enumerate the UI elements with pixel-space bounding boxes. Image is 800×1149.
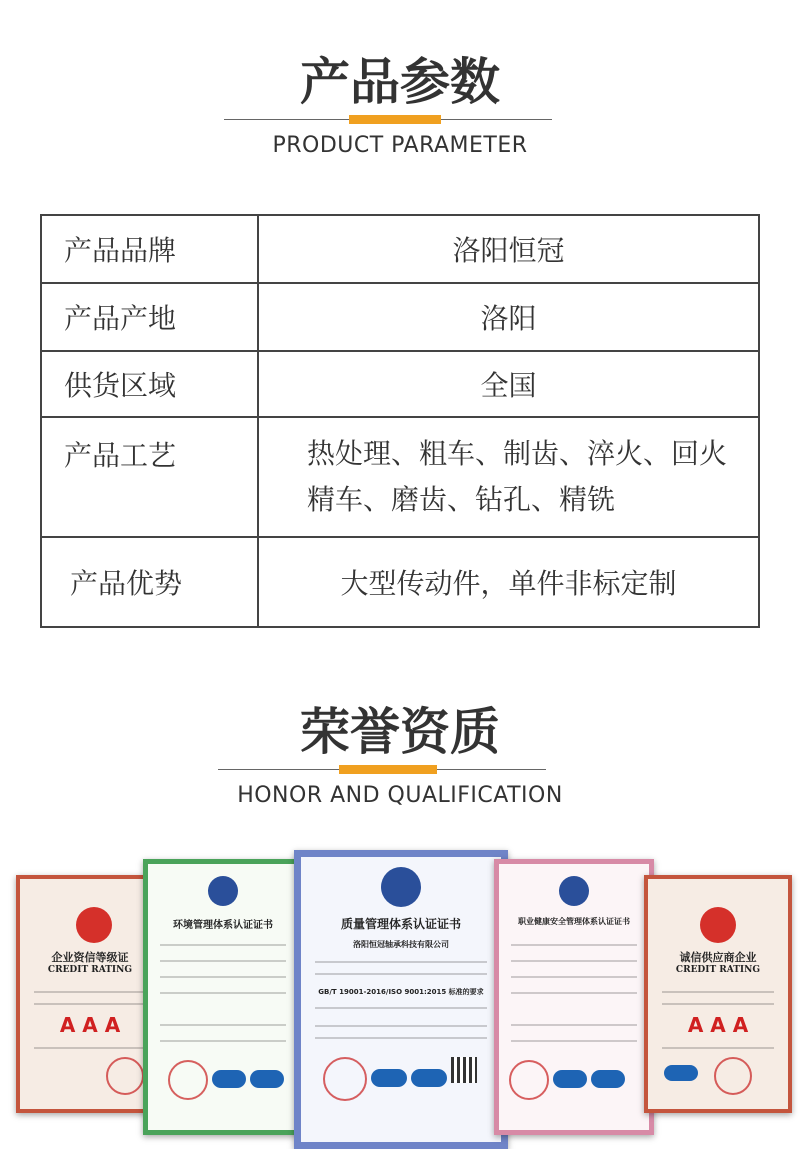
cnas-logo-icon xyxy=(591,1070,625,1088)
text-line xyxy=(315,1007,487,1009)
text-line xyxy=(662,1003,774,1005)
section-subtitle-product: PRODUCT PARAMETER xyxy=(272,133,528,158)
table-row xyxy=(41,537,759,627)
certificate-title: 企业资信等级证 xyxy=(51,951,129,964)
certificate-environment xyxy=(143,859,303,1135)
param-key: 产品工艺 xyxy=(41,417,258,537)
certificate-grade: A A A xyxy=(59,1013,121,1037)
text-line xyxy=(160,976,286,978)
certificate-subtitle: CREDIT RATING xyxy=(47,965,133,975)
iaf-logo-icon xyxy=(371,1069,407,1087)
cert-center-emblem-icon xyxy=(559,876,589,906)
param-value: 洛阳恒冠 xyxy=(258,215,759,283)
table-row xyxy=(41,283,759,351)
certificate-credit-rating xyxy=(16,875,164,1113)
text-line xyxy=(34,991,146,993)
credit-emblem-icon xyxy=(700,907,736,943)
certificate-gallery xyxy=(0,845,800,1135)
text-line xyxy=(160,1040,286,1042)
text-line xyxy=(511,960,637,962)
title-accent-bar xyxy=(349,115,441,124)
certificate-quality xyxy=(294,850,508,1149)
param-value: 大型传动件，单件非标定制 xyxy=(258,537,759,627)
parameter-table xyxy=(40,214,760,628)
text-line xyxy=(511,992,637,994)
title-accent-bar xyxy=(339,765,437,774)
text-line xyxy=(160,992,286,994)
text-line xyxy=(160,944,286,946)
section-subtitle-honor: HONOR AND QUALIFICATION xyxy=(237,783,563,808)
official-seal-icon xyxy=(106,1057,144,1095)
table-row xyxy=(41,351,759,417)
text-line xyxy=(315,973,487,975)
text-line xyxy=(511,1024,637,1026)
param-key: 产品品牌 xyxy=(41,215,258,283)
certificate-title: 质量管理体系认证证书 xyxy=(340,917,461,931)
section-title-honor: 荣誉资质 xyxy=(300,703,500,761)
param-value: 全国 xyxy=(258,351,759,417)
param-value: 洛阳 xyxy=(258,283,759,351)
cnas-logo-icon xyxy=(250,1070,284,1088)
cert-center-emblem-icon xyxy=(381,867,421,907)
official-seal-icon xyxy=(714,1057,752,1095)
table-row xyxy=(41,417,759,537)
official-seal-icon xyxy=(509,1060,549,1100)
certificate-title: 环境管理体系认证证书 xyxy=(173,920,273,931)
certificate-standard: GB/T 19001-2016/ISO 9001:2015 标准的要求 xyxy=(318,988,484,996)
certificate-subtitle: CREDIT RATING xyxy=(675,965,761,975)
text-line xyxy=(315,1037,487,1039)
official-seal-icon xyxy=(323,1057,367,1101)
certificate-company: 洛阳恒冠轴承科技有限公司 xyxy=(353,940,449,949)
iaf-logo-icon xyxy=(553,1070,587,1088)
cert-center-emblem-icon xyxy=(208,876,238,906)
table-row xyxy=(41,215,759,283)
param-key: 供货区域 xyxy=(41,351,258,417)
hxrb-logo-icon xyxy=(664,1065,698,1081)
qr-code-icon xyxy=(451,1057,477,1083)
iaf-logo-icon xyxy=(212,1070,246,1088)
certificate-credit-supplier xyxy=(644,875,792,1113)
text-line xyxy=(315,961,487,963)
param-value xyxy=(258,417,759,537)
param-value-line: 精车、磨齿、钻孔、精铣 xyxy=(307,483,616,516)
text-line xyxy=(511,1040,637,1042)
credit-emblem-icon xyxy=(76,907,112,943)
text-line xyxy=(34,1047,146,1049)
certificate-title: 诚信供应商企业 xyxy=(679,951,757,964)
cnas-logo-icon xyxy=(411,1069,447,1087)
section-title-product: 产品参数 xyxy=(300,53,500,111)
param-key: 产品优势 xyxy=(41,537,258,627)
text-line xyxy=(160,1024,286,1026)
certificate-title: 职业健康安全管理体系认证证书 xyxy=(518,917,630,926)
text-line xyxy=(511,944,637,946)
text-line xyxy=(160,960,286,962)
param-key: 产品产地 xyxy=(41,283,258,351)
text-line xyxy=(511,976,637,978)
text-line xyxy=(315,1025,487,1027)
text-line xyxy=(34,1003,146,1005)
param-value-line: 热处理、粗车、制齿、淬火、回火 xyxy=(307,437,728,470)
official-seal-icon xyxy=(168,1060,208,1100)
text-line xyxy=(662,991,774,993)
text-line xyxy=(662,1047,774,1049)
certificate-occupational-health xyxy=(494,859,654,1135)
certificate-grade: A A A xyxy=(687,1013,749,1037)
